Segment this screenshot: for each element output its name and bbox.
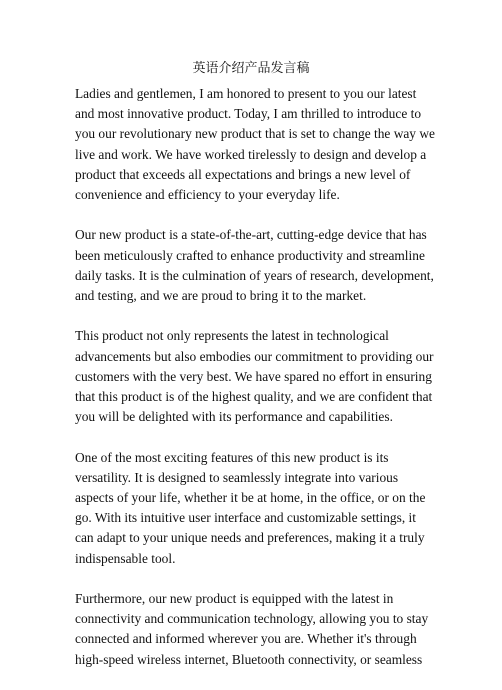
text-line: advancements but also embodies our commitment to providing our <box>75 348 434 364</box>
text-line: Our new product is a state-of-the-art, cutting-edge device that has <box>75 227 427 243</box>
text-line: convenience and efficiency to your everyday life. <box>75 187 340 203</box>
text-line: go. With its intuitive user interface and customizable settings, it <box>75 510 416 526</box>
text-line: that this product is of the highest quality, and we are confident that <box>75 389 433 405</box>
paragraph-1 <box>75 84 435 205</box>
text-line: and testing, and we are proud to bring it to the market. <box>75 288 367 304</box>
text-line: product that exceeds all expectations and brings a new level of <box>75 166 411 182</box>
text-line: This product not only represents the latest in technological <box>75 328 389 344</box>
text-line: One of the most exciting features of this new product is its <box>75 449 389 465</box>
text-line: aspects of your life, whether it be at home, in the office, or on the <box>75 490 426 506</box>
text-line: high-speed wireless internet, Bluetooth connectivity, or seamless <box>75 651 423 667</box>
document-body <box>75 84 435 690</box>
text-line: been meticulously crafted to enhance productivity and streamline <box>75 247 425 263</box>
paragraph-5 <box>75 589 435 670</box>
text-line: connectivity and communication technology, allowing you to stay <box>75 611 429 627</box>
text-line: you our revolutionary new product that is set to change the way we <box>75 126 435 142</box>
text-line: indispensable tool. <box>75 550 176 566</box>
text-line: you will be delighted with its performance and capabilities. <box>75 409 393 425</box>
text-line: daily tasks. It is the culmination of years of research, development, <box>75 267 434 283</box>
paragraph-2 <box>75 225 435 306</box>
document-title: 英语介绍产品发言稿 <box>192 61 310 76</box>
text-line: customers with the very best. We have spared no effort in ensuring <box>75 368 432 384</box>
text-line: live and work. We have worked tirelessly to design and develop a <box>75 146 427 162</box>
text-line: connected and informed wherever you are. Whether it's through <box>75 631 417 647</box>
text-line: Ladies and gentlemen, I am honored to present to you our latest <box>75 86 417 101</box>
text-line: versatility. It is designed to seamlessly integrate into various <box>75 469 399 485</box>
paragraph-3 <box>75 326 435 427</box>
paragraph-4 <box>75 448 435 569</box>
text-line: and most innovative product. Today, I am thrilled to introduce to <box>75 106 422 122</box>
text-line: Furthermore, our new product is equipped with the latest in <box>75 591 394 607</box>
text-line: can adapt to your unique needs and preferences, making it a truly <box>75 530 425 546</box>
